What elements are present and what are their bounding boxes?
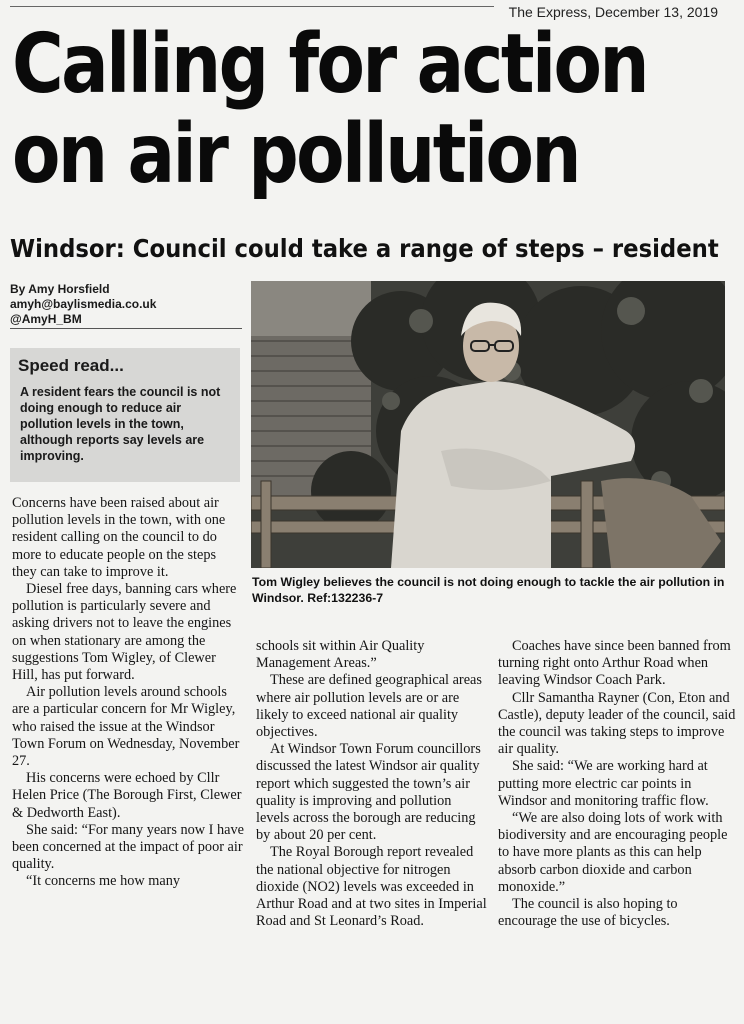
- article-column-3: [498, 638, 738, 930]
- paragraph: Cllr Samantha Rayner (Con, Eton and Castle), deputy leader of the council, said the council was taking steps to improve air quality.: [498, 689, 736, 758]
- paragraph: These are defined geographical areas where air pollution levels are or are likely to exceed national air quality objectives.: [256, 672, 482, 741]
- headline: [12, 17, 648, 202]
- paragraph: Concerns have been raised about air pollution levels in the town, with one resident calling on the council to do more to educate people on the steps they can take to improve it.: [12, 495, 226, 580]
- top-rule: [10, 6, 494, 7]
- paragraph: Air pollution levels around schools are a particular concern for Mr Wigley, who raised the issue at the Windsor Town Forum on Wednesday, November 27.: [12, 684, 240, 770]
- subheadline: Windsor: Council could take a range of steps – resident: [10, 234, 719, 263]
- photo-of-resident-on-bench: [251, 281, 725, 568]
- paragraph: “We are also doing lots of work with biodiversity and are encouraging people to have more plants as this can help absorb carbon dioxide and carbon monoxide.”: [498, 810, 728, 895]
- headline-line-2: on air pollution: [12, 107, 580, 202]
- headline-line-1: Calling for action: [12, 17, 648, 112]
- paragraph: She said: “We are working hard at putting more electric car points in Windsor and monitoring traffic flow.: [498, 758, 709, 809]
- byline-divider: [10, 328, 242, 329]
- paragraph: The council is also hoping to encourage the use of bicycles.: [498, 896, 678, 930]
- speed-read-text: A resident fears the council is not doing enough to reduce air pollution levels in the town, although reports say levels are improving.: [20, 385, 221, 463]
- paragraph: At Windsor Town Forum councillors discussed the latest Windsor air quality report which suggested the town’s air quality is improving and pollution levels across the borough are reducing by about 20 per cent.: [256, 741, 481, 844]
- paragraph: His concerns were echoed by Cllr Helen Price (The Borough First, Clewer & Dedworth East).: [12, 770, 242, 821]
- article-column-2: [256, 638, 488, 930]
- paragraph: She said: “For many years now I have been concerned at the impact of poor air quality.: [12, 821, 244, 873]
- photo-caption: Tom Wigley believes the council is not doing enough to tackle the air pollution in Windsor. Ref:132236-7: [252, 575, 725, 605]
- paragraph: The Royal Borough report revealed the national objective for nitrogen dioxide (NO2) levels was exceeded in Arthur Road and at two sites in Imperial Road and St Leonard’s Road.: [256, 844, 487, 930]
- article-photo: [251, 281, 725, 568]
- byline-email: amyh@baylismedia.co.uk: [10, 297, 157, 311]
- paragraph: Diesel free days, banning cars where pollution is particularly severe and asking drivers not to leave the engines on when stationary are among the suggestions Tom Wigley, of Clewer Hill, has put forward.: [12, 581, 237, 684]
- speed-read-box: [10, 348, 240, 482]
- paragraph: Coaches have since been banned from turning right onto Arthur Road when leaving Windsor Coach Park.: [498, 638, 731, 689]
- publication-dateline: The Express, December 13, 2019: [508, 4, 718, 20]
- article-column-1: [12, 495, 244, 891]
- byline-author: By Amy Horsfield: [10, 282, 110, 296]
- byline-twitter: @AmyH_BM: [10, 312, 82, 326]
- byline: [10, 282, 156, 327]
- speed-read-title: Speed read...: [18, 356, 124, 375]
- paragraph: schools sit within Air Quality Management Areas.”: [256, 638, 425, 672]
- paragraph: “It concerns me how many: [26, 873, 181, 890]
